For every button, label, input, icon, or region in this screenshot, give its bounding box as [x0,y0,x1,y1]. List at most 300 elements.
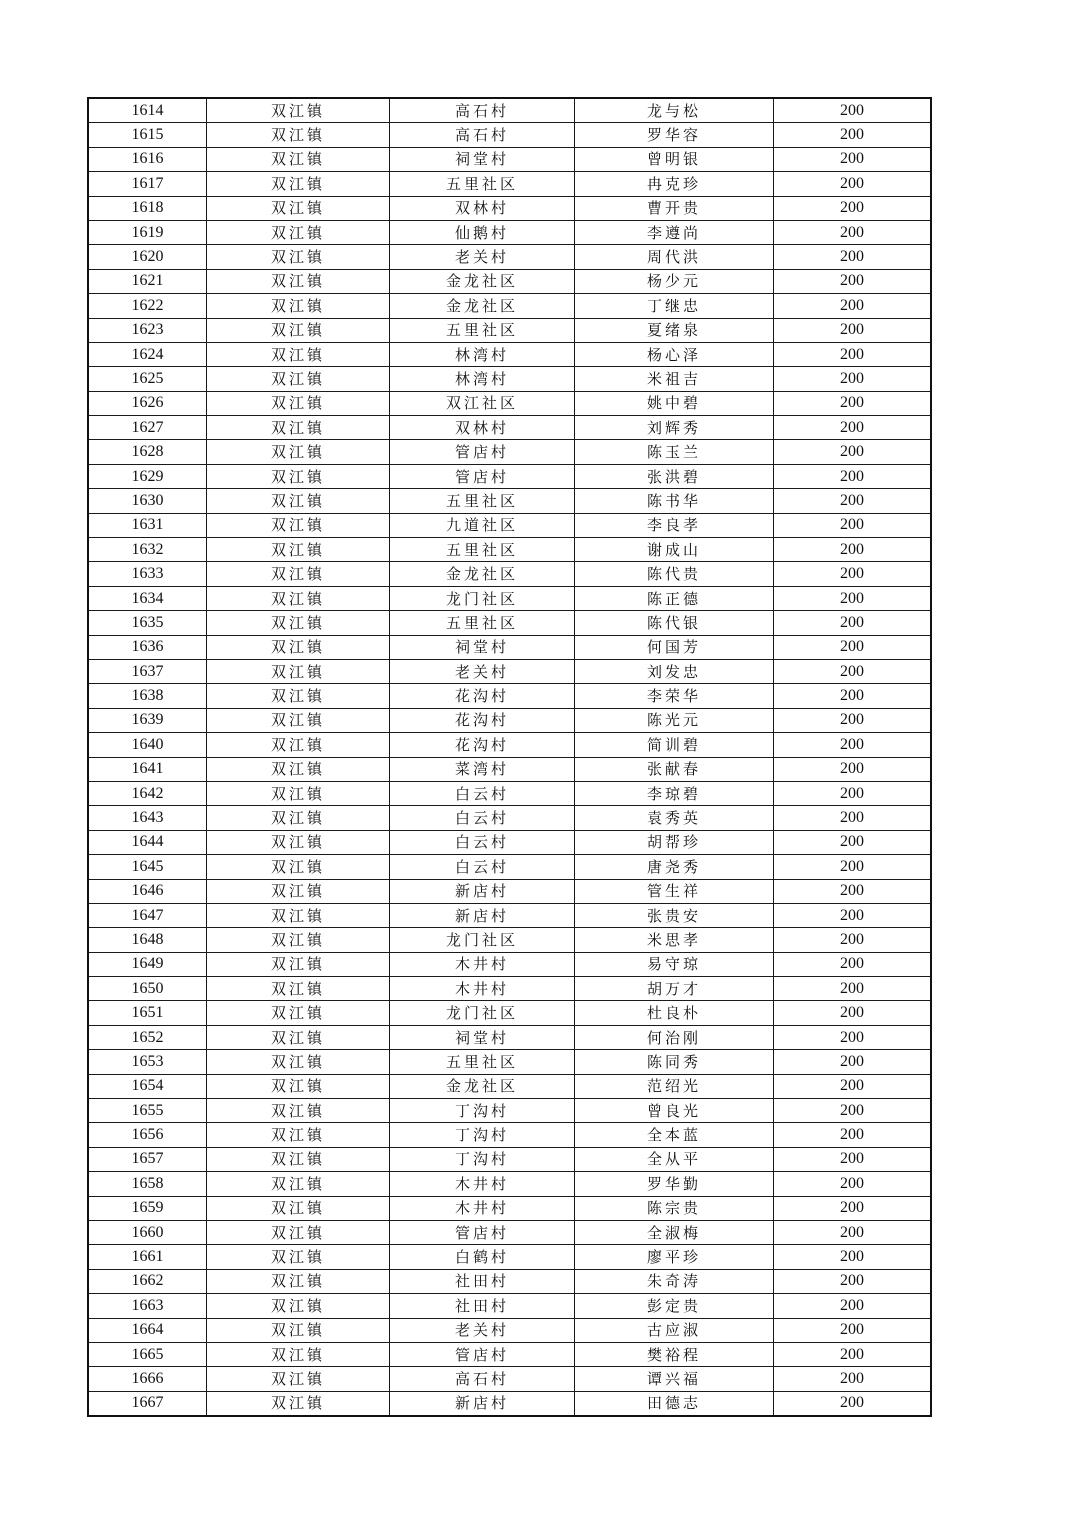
serial-number-cell: 1643 [88,806,207,830]
name-cell: 陈玉兰 [575,440,774,464]
amount-cell: 200 [774,294,932,318]
table-row [88,1172,931,1196]
serial-number-cell: 1615 [88,123,207,147]
amount-cell: 200 [774,367,932,391]
town-cell: 双江镇 [207,586,390,610]
town-cell: 双江镇 [207,1342,390,1366]
serial-number-cell: 1645 [88,855,207,879]
table-row [88,733,931,757]
table-row [88,1342,931,1366]
amount-cell: 200 [774,733,932,757]
name-cell: 全本蓝 [575,1123,774,1147]
name-cell: 姚中碧 [575,391,774,415]
amount-cell: 200 [774,855,932,879]
amount-cell: 200 [774,1342,932,1366]
serial-number-cell: 1660 [88,1220,207,1244]
name-cell: 范绍光 [575,1074,774,1098]
town-cell: 双江镇 [207,879,390,903]
village-cell: 金龙社区 [390,562,575,586]
village-cell: 老关村 [390,245,575,269]
serial-number-cell: 1654 [88,1074,207,1098]
serial-number-cell: 1627 [88,416,207,440]
village-cell: 白云村 [390,806,575,830]
village-cell: 双江社区 [390,391,575,415]
town-cell: 双江镇 [207,416,390,440]
village-cell: 金龙社区 [390,294,575,318]
serial-number-cell: 1663 [88,1294,207,1318]
town-cell: 双江镇 [207,781,390,805]
village-cell: 龙门社区 [390,586,575,610]
village-cell: 木井村 [390,1196,575,1220]
table-row [88,342,931,366]
village-cell: 五里社区 [390,1050,575,1074]
town-cell: 双江镇 [207,1050,390,1074]
serial-number-cell: 1650 [88,977,207,1001]
name-cell: 谭兴福 [575,1367,774,1391]
town-cell: 双江镇 [207,1001,390,1025]
name-cell: 杨心泽 [575,342,774,366]
name-cell: 夏绪泉 [575,318,774,342]
amount-cell: 200 [774,391,932,415]
amount-cell: 200 [774,830,932,854]
town-cell: 双江镇 [207,1220,390,1244]
town-cell: 双江镇 [207,342,390,366]
serial-number-cell: 1636 [88,635,207,659]
village-cell: 仙鹅村 [390,220,575,244]
table-row [88,196,931,220]
town-cell: 双江镇 [207,806,390,830]
table-row [88,586,931,610]
serial-number-cell: 1649 [88,952,207,976]
amount-cell: 200 [774,1220,932,1244]
village-cell: 木井村 [390,977,575,1001]
serial-number-cell: 1661 [88,1245,207,1269]
table-row [88,1196,931,1220]
table-row [88,781,931,805]
village-cell: 白云村 [390,830,575,854]
amount-cell: 200 [774,586,932,610]
name-cell: 胡万才 [575,977,774,1001]
amount-cell: 200 [774,1123,932,1147]
town-cell: 双江镇 [207,220,390,244]
serial-number-cell: 1618 [88,196,207,220]
amount-cell: 200 [774,684,932,708]
village-cell: 祠堂村 [390,147,575,171]
amount-cell: 200 [774,318,932,342]
name-cell: 古应淑 [575,1318,774,1342]
serial-number-cell: 1647 [88,903,207,927]
village-cell: 丁沟村 [390,1123,575,1147]
table-row [88,952,931,976]
village-cell: 金龙社区 [390,1074,575,1098]
amount-cell: 200 [774,1050,932,1074]
serial-number-cell: 1664 [88,1318,207,1342]
serial-number-cell: 1659 [88,1196,207,1220]
town-cell: 双江镇 [207,1196,390,1220]
amount-cell: 200 [774,1147,932,1171]
name-cell: 廖平珍 [575,1245,774,1269]
name-cell: 陈宗贵 [575,1196,774,1220]
village-cell: 老关村 [390,1318,575,1342]
serial-number-cell: 1652 [88,1025,207,1049]
name-cell: 田德志 [575,1391,774,1416]
village-cell: 白云村 [390,855,575,879]
name-cell: 张贵安 [575,903,774,927]
serial-number-cell: 1624 [88,342,207,366]
name-cell: 全淑梅 [575,1220,774,1244]
amount-cell: 200 [774,659,932,683]
town-cell: 双江镇 [207,855,390,879]
serial-number-cell: 1653 [88,1050,207,1074]
table-row [88,1391,931,1416]
village-cell: 金龙社区 [390,269,575,293]
name-cell: 李遵尚 [575,220,774,244]
serial-number-cell: 1626 [88,391,207,415]
village-cell: 木井村 [390,952,575,976]
amount-cell: 200 [774,1391,932,1416]
table-row [88,659,931,683]
village-cell: 木井村 [390,1172,575,1196]
amount-cell: 200 [774,781,932,805]
serial-number-cell: 1641 [88,757,207,781]
table-row [88,1025,931,1049]
amount-cell: 200 [774,903,932,927]
town-cell: 双江镇 [207,757,390,781]
serial-number-cell: 1648 [88,928,207,952]
serial-number-cell: 1630 [88,489,207,513]
serial-number-cell: 1665 [88,1342,207,1366]
amount-cell: 200 [774,1074,932,1098]
serial-number-cell: 1634 [88,586,207,610]
amount-cell: 200 [774,513,932,537]
town-cell: 双江镇 [207,684,390,708]
table-row [88,903,931,927]
town-cell: 双江镇 [207,562,390,586]
amount-cell: 200 [774,928,932,952]
town-cell: 双江镇 [207,464,390,488]
amount-cell: 200 [774,464,932,488]
town-cell: 双江镇 [207,928,390,952]
table-row [88,1294,931,1318]
table-row [88,1318,931,1342]
table-row [88,123,931,147]
town-cell: 双江镇 [207,1147,390,1171]
town-cell: 双江镇 [207,1245,390,1269]
amount-cell: 200 [774,635,932,659]
amount-cell: 200 [774,172,932,196]
serial-number-cell: 1628 [88,440,207,464]
name-cell: 陈同秀 [575,1050,774,1074]
amount-cell: 200 [774,123,932,147]
amount-cell: 200 [774,562,932,586]
name-cell: 曾明银 [575,147,774,171]
village-cell: 新店村 [390,903,575,927]
name-cell: 陈代贵 [575,562,774,586]
serial-number-cell: 1638 [88,684,207,708]
village-cell: 祠堂村 [390,635,575,659]
name-cell: 杜良朴 [575,1001,774,1025]
town-cell: 双江镇 [207,1269,390,1293]
serial-number-cell: 1632 [88,538,207,562]
name-cell: 陈书华 [575,489,774,513]
table-row [88,928,931,952]
table-row [88,391,931,415]
serial-number-cell: 1619 [88,220,207,244]
table-row [88,416,931,440]
name-cell: 刘发忠 [575,659,774,683]
amount-cell: 200 [774,952,932,976]
serial-number-cell: 1614 [88,98,207,123]
serial-number-cell: 1635 [88,611,207,635]
serial-number-cell: 1655 [88,1099,207,1123]
name-cell: 樊裕程 [575,1342,774,1366]
village-cell: 龙门社区 [390,1001,575,1025]
name-cell: 朱奇涛 [575,1269,774,1293]
name-cell: 陈代银 [575,611,774,635]
serial-number-cell: 1625 [88,367,207,391]
town-cell: 双江镇 [207,172,390,196]
table-row [88,440,931,464]
table-row [88,855,931,879]
serial-number-cell: 1631 [88,513,207,537]
serial-number-cell: 1620 [88,245,207,269]
town-cell: 双江镇 [207,1172,390,1196]
name-cell: 张献春 [575,757,774,781]
name-cell: 米祖吉 [575,367,774,391]
name-cell: 易守琼 [575,952,774,976]
name-cell: 龙与松 [575,98,774,123]
name-cell: 李荣华 [575,684,774,708]
serial-number-cell: 1646 [88,879,207,903]
table-row [88,269,931,293]
amount-cell: 200 [774,440,932,464]
name-cell: 袁秀英 [575,806,774,830]
town-cell: 双江镇 [207,294,390,318]
name-cell: 杨少元 [575,269,774,293]
town-cell: 双江镇 [207,1294,390,1318]
village-cell: 五里社区 [390,489,575,513]
table-row [88,757,931,781]
village-cell: 丁沟村 [390,1147,575,1171]
table-row [88,318,931,342]
village-cell: 五里社区 [390,611,575,635]
village-cell: 林湾村 [390,342,575,366]
table-row [88,1099,931,1123]
table-row [88,635,931,659]
town-cell: 双江镇 [207,367,390,391]
village-cell: 社田村 [390,1294,575,1318]
amount-cell: 200 [774,879,932,903]
town-cell: 双江镇 [207,733,390,757]
town-cell: 双江镇 [207,1025,390,1049]
amount-cell: 200 [774,1001,932,1025]
amount-cell: 200 [774,611,932,635]
amount-cell: 200 [774,1269,932,1293]
town-cell: 双江镇 [207,391,390,415]
town-cell: 双江镇 [207,245,390,269]
table-row [88,1269,931,1293]
village-cell: 五里社区 [390,172,575,196]
amount-cell: 200 [774,147,932,171]
serial-number-cell: 1651 [88,1001,207,1025]
amount-cell: 200 [774,1172,932,1196]
name-cell: 罗华容 [575,123,774,147]
table-row [88,708,931,732]
serial-number-cell: 1637 [88,659,207,683]
village-cell: 花沟村 [390,733,575,757]
amount-cell: 200 [774,1025,932,1049]
village-cell: 新店村 [390,879,575,903]
village-cell: 管店村 [390,440,575,464]
village-cell: 花沟村 [390,708,575,732]
village-cell: 九道社区 [390,513,575,537]
amount-cell: 200 [774,342,932,366]
table-row [88,977,931,1001]
village-cell: 白鹤村 [390,1245,575,1269]
village-cell: 高石村 [390,123,575,147]
serial-number-cell: 1616 [88,147,207,171]
serial-number-cell: 1662 [88,1269,207,1293]
serial-number-cell: 1622 [88,294,207,318]
table-row [88,1074,931,1098]
table-row [88,562,931,586]
town-cell: 双江镇 [207,635,390,659]
amount-cell: 200 [774,269,932,293]
amount-cell: 200 [774,1318,932,1342]
serial-number-cell: 1667 [88,1391,207,1416]
table-row [88,513,931,537]
town-cell: 双江镇 [207,440,390,464]
name-cell: 周代洪 [575,245,774,269]
name-cell: 李良孝 [575,513,774,537]
village-cell: 五里社区 [390,318,575,342]
amount-cell: 200 [774,538,932,562]
name-cell: 曾良光 [575,1099,774,1123]
serial-number-cell: 1644 [88,830,207,854]
table-row [88,830,931,854]
town-cell: 双江镇 [207,1367,390,1391]
name-cell: 张洪碧 [575,464,774,488]
amount-cell: 200 [774,1245,932,1269]
name-cell: 胡帮珍 [575,830,774,854]
name-cell: 刘辉秀 [575,416,774,440]
village-cell: 老关村 [390,659,575,683]
serial-number-cell: 1666 [88,1367,207,1391]
serial-number-cell: 1633 [88,562,207,586]
name-cell: 李琼碧 [575,781,774,805]
table-row [88,1123,931,1147]
subsidy-list-table [87,97,932,1417]
serial-number-cell: 1621 [88,269,207,293]
village-cell: 花沟村 [390,684,575,708]
table-row [88,98,931,123]
village-cell: 林湾村 [390,367,575,391]
town-cell: 双江镇 [207,123,390,147]
name-cell: 何国芳 [575,635,774,659]
serial-number-cell: 1658 [88,1172,207,1196]
name-cell: 何治刚 [575,1025,774,1049]
amount-cell: 200 [774,98,932,123]
serial-number-cell: 1639 [88,708,207,732]
town-cell: 双江镇 [207,147,390,171]
amount-cell: 200 [774,1294,932,1318]
town-cell: 双江镇 [207,1099,390,1123]
village-cell: 双林村 [390,416,575,440]
serial-number-cell: 1629 [88,464,207,488]
amount-cell: 200 [774,1367,932,1391]
serial-number-cell: 1656 [88,1123,207,1147]
table-row [88,367,931,391]
name-cell: 唐尧秀 [575,855,774,879]
serial-number-cell: 1623 [88,318,207,342]
village-cell: 菜湾村 [390,757,575,781]
table-row [88,538,931,562]
town-cell: 双江镇 [207,1123,390,1147]
town-cell: 双江镇 [207,659,390,683]
amount-cell: 200 [774,757,932,781]
name-cell: 米思孝 [575,928,774,952]
serial-number-cell: 1642 [88,781,207,805]
village-cell: 白云村 [390,781,575,805]
table-row [88,147,931,171]
village-cell: 新店村 [390,1391,575,1416]
town-cell: 双江镇 [207,952,390,976]
table-row [88,1050,931,1074]
table-row [88,611,931,635]
name-cell: 冉克珍 [575,172,774,196]
amount-cell: 200 [774,245,932,269]
name-cell: 曹开贵 [575,196,774,220]
table-row [88,1220,931,1244]
amount-cell: 200 [774,1099,932,1123]
village-cell: 社田村 [390,1269,575,1293]
town-cell: 双江镇 [207,611,390,635]
name-cell: 彭定贵 [575,1294,774,1318]
village-cell: 高石村 [390,98,575,123]
name-cell: 陈正德 [575,586,774,610]
town-cell: 双江镇 [207,903,390,927]
amount-cell: 200 [774,196,932,220]
table-row [88,1245,931,1269]
table-row [88,684,931,708]
town-cell: 双江镇 [207,98,390,123]
table-row [88,489,931,513]
amount-cell: 200 [774,416,932,440]
name-cell: 简训碧 [575,733,774,757]
village-cell: 祠堂村 [390,1025,575,1049]
village-cell: 管店村 [390,1220,575,1244]
serial-number-cell: 1617 [88,172,207,196]
amount-cell: 200 [774,489,932,513]
town-cell: 双江镇 [207,830,390,854]
table-row [88,172,931,196]
table-row [88,294,931,318]
town-cell: 双江镇 [207,1318,390,1342]
town-cell: 双江镇 [207,1391,390,1416]
amount-cell: 200 [774,806,932,830]
village-cell: 管店村 [390,1342,575,1366]
name-cell: 罗华勤 [575,1172,774,1196]
town-cell: 双江镇 [207,318,390,342]
name-cell: 陈光元 [575,708,774,732]
table-row [88,464,931,488]
amount-cell: 200 [774,1196,932,1220]
amount-cell: 200 [774,977,932,1001]
table-row [88,1147,931,1171]
serial-number-cell: 1640 [88,733,207,757]
name-cell: 谢成山 [575,538,774,562]
village-cell: 高石村 [390,1367,575,1391]
